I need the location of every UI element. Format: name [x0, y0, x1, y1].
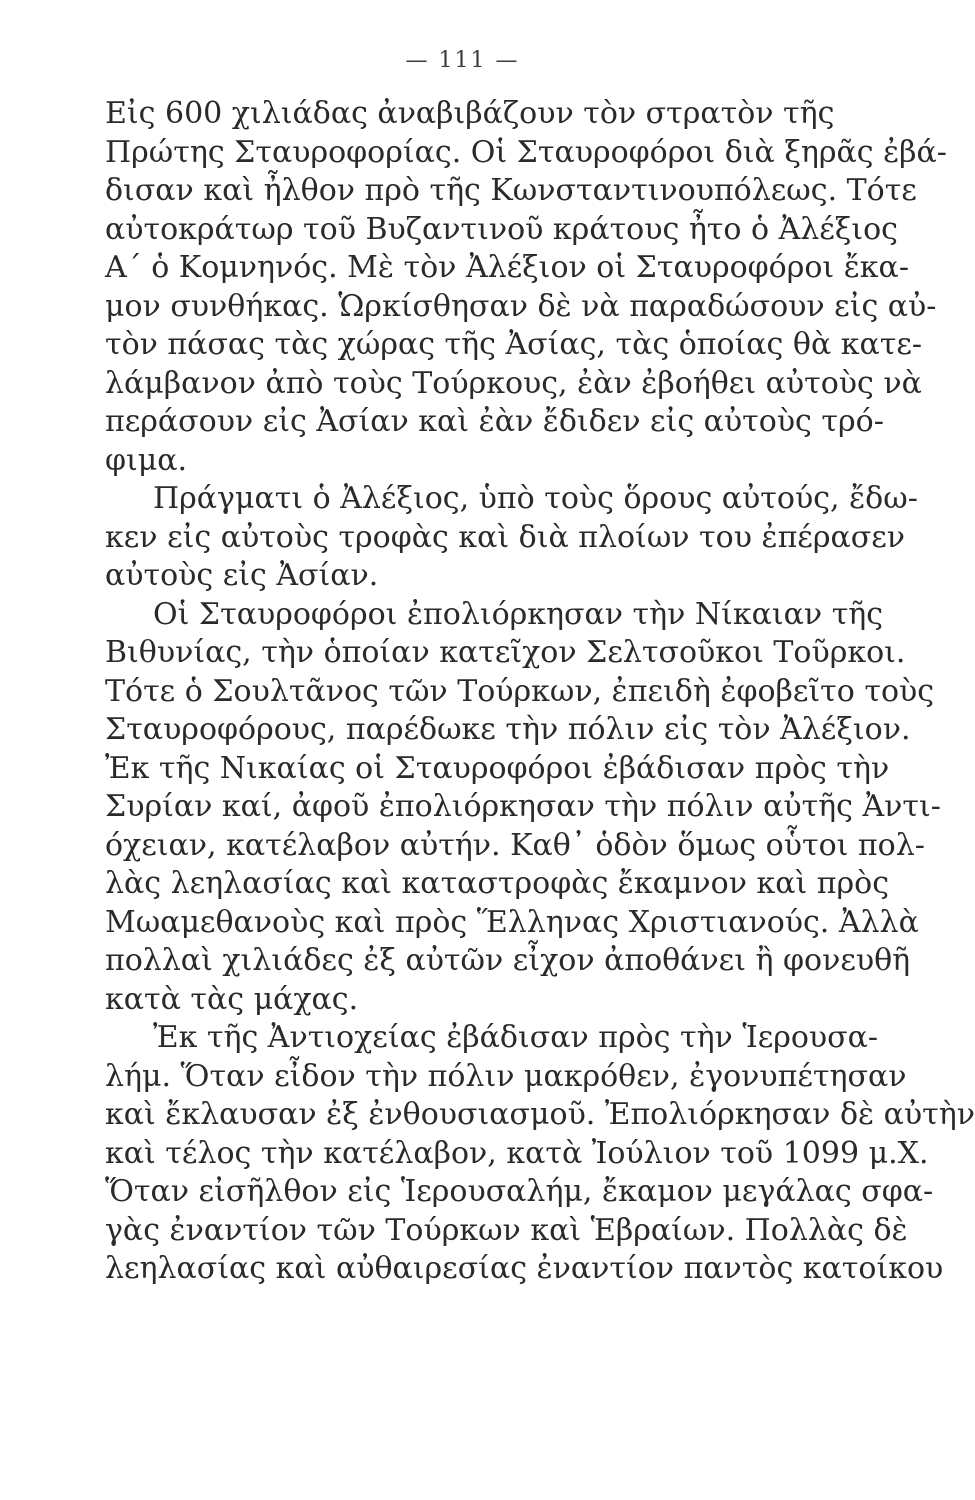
- text-line: Πρώτης Σταυροφορίας. Οἱ Σταυροφόροι διὰ ξηρᾶς ἐβά-: [105, 134, 947, 170]
- text-line: λεηλασίας καὶ αὐθαιρεσίας ἐναντίον παντὸς κατοίκου: [105, 1251, 944, 1286]
- page-number: — 111 —: [405, 48, 520, 73]
- text-line: καὶ ἔκλαυσαν ἐξ ἐνθουσιασμοῦ. Ἐπολιόρκησαν δὲ αὐτὴν: [105, 1097, 975, 1132]
- text-line: μον συνθήκας. Ὡρκίσθησαν δὲ νὰ παραδώσουν εἰς αὐ-: [105, 288, 937, 324]
- text-line: λὰς λεηλασίας καὶ καταστροφὰς ἔκαμνον καὶ πρὸς: [105, 866, 889, 901]
- text-line: όχειαν, κατέλαβον αὐτήν. Καθ᾽ ὁδὸν ὅμως οὗτοι πολ-: [105, 827, 925, 863]
- body-text: [105, 95, 975, 1289]
- book-page: [105, 48, 975, 1289]
- text-line: αὐτοὺς εἰς Ἀσίαν.: [105, 558, 379, 593]
- paragraph: [105, 95, 947, 480]
- text-line: αὐτοκράτωρ τοῦ Βυζαντινοῦ κράτους ἦτο ὁ Ἀλέξιος: [105, 211, 898, 247]
- text-line: Ὅταν εἰσῆλθον εἰς Ἱερουσαλήμ, ἔκαμον μεγάλας σφα-: [105, 1174, 934, 1209]
- text-line: Πράγματι ὁ Ἀλέξιος, ὑπὸ τοὺς ὅρους αὐτούς, ἔδω-: [153, 481, 918, 516]
- text-line: Τότε ὁ Σουλτᾶνος τῶν Τούρκων, ἐπειδὴ ἐφοβεῖτο τοὺς: [105, 673, 935, 709]
- paragraph: [105, 1019, 975, 1289]
- text-line: Α΄ ὁ Κομνηνός. Μὲ τὸν Ἀλέξιον οἱ Σταυροφόροι ἔκα-: [105, 250, 909, 285]
- text-line: πολλαὶ χιλιάδες ἐξ αὐτῶν εἶχον ἀποθάνει ἢ φονευθῆ: [105, 943, 911, 978]
- text-line: Εἰς 600 χιλιάδας ἀναβιβάζουν τὸν στρατὸν τῆς: [105, 96, 835, 131]
- paragraph: [105, 596, 941, 1020]
- text-line: κατὰ τὰς μάχας.: [105, 981, 359, 1017]
- text-line: λάμβανον ἀπὸ τοὺς Τούρκους, ἐὰν ἐβοήθει αὐτοὺς νὰ: [105, 365, 922, 401]
- text-line: Οἱ Σταυροφόροι ἐπολιόρκησαν τὴν Νίκαιαν τῆς: [153, 596, 884, 632]
- text-line: Ἐκ τῆς Ἀντιοχείας ἐβάδισαν πρὸς τὴν Ἱερουσα-: [153, 1020, 879, 1055]
- text-line: γὰς ἐναντίον τῶν Τούρκων καὶ Ἑβραίων. Πολλὰς δὲ: [105, 1212, 908, 1248]
- text-line: Βιθυνίας, τὴν ὁποίαν κατεῖχον Σελτσοῦκοι Τοῦρκοι.: [105, 635, 906, 670]
- text-line: Συρίαν καί, ἀφοῦ ἐπολιόρκησαν τὴν πόλιν αὐτῆς Ἀντι-: [105, 789, 941, 824]
- text-line: δισαν καὶ ἦλθον πρὸ τῆς Κωνσταντινουπόλεως. Τότε: [105, 173, 917, 208]
- text-line: Σταυροφόρους, παρέδωκε τὴν πόλιν εἰς τὸν Ἀλέξιον.: [105, 712, 911, 747]
- text-line: κεν εἰς αὐτοὺς τροφὰς καὶ διὰ πλοίων του ἐπέρασεν: [105, 519, 905, 555]
- text-line: Ἐκ τῆς Νικαίας οἱ Σταυροφόροι ἐβάδισαν πρὸς τὴν: [105, 750, 890, 786]
- text-line: περάσουν εἰς Ἀσίαν καὶ ἐὰν ἔδιδεν εἰς αὐτοὺς τρό-: [105, 404, 884, 439]
- text-line: καὶ τέλος τὴν κατέλαβον, κατὰ Ἰούλιον τοῦ 1099 μ.Χ.: [105, 1135, 929, 1171]
- text-line: Μωαμεθανοὺς καὶ πρὸς Ἕλληνας Χριστιανούς. Ἀλλὰ: [105, 904, 919, 940]
- text-line: φιμα.: [105, 442, 188, 478]
- text-line: λήμ. Ὅταν εἶδον τὴν πόλιν μακρόθεν, ἐγονυπέτησαν: [105, 1058, 907, 1094]
- paragraph: [105, 480, 918, 596]
- text-line: τὸν πάσας τὰς χώρας τῆς Ἀσίας, τὰς ὁποίας θὰ κατε-: [105, 327, 923, 362]
